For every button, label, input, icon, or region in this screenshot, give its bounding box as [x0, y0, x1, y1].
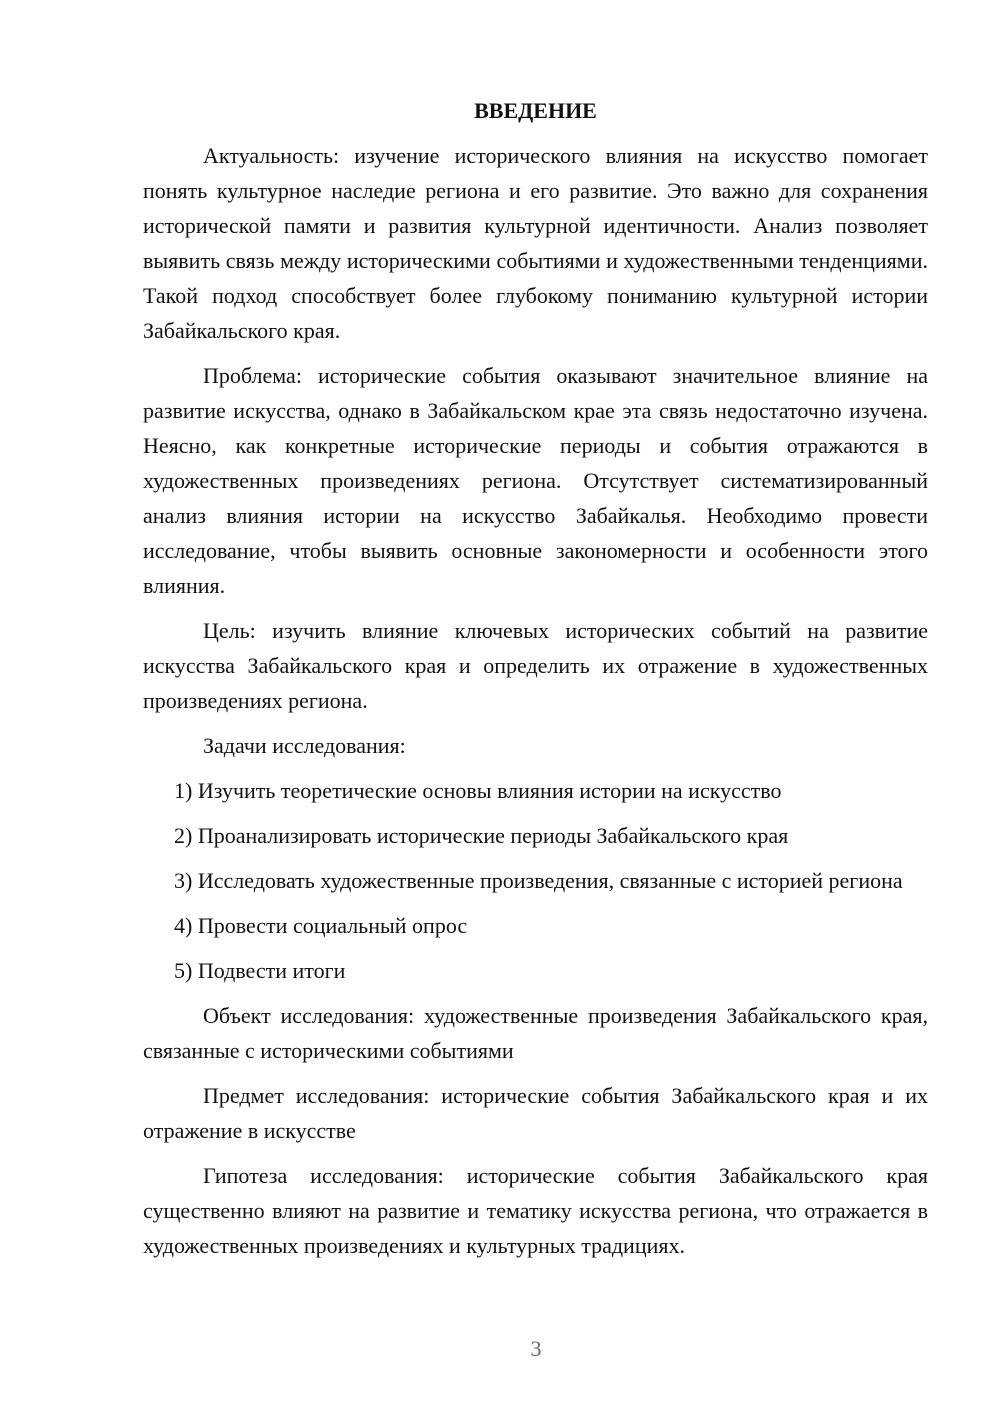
paragraph-subject: Предмет исследования: исторические события Забайкальского края и их отражение в искусстве	[143, 1083, 928, 1143]
task-item-2: 2) Проанализировать исторические периоды Забайкальского края	[174, 823, 789, 848]
paragraph-object: Объект исследования: художественные произведения Забайкальского края, связанные с историческими событиями	[143, 1003, 928, 1063]
page-content	[143, 95, 928, 1273]
tasks-heading: Задачи исследования:	[203, 733, 406, 758]
paragraph-hypothesis: Гипотеза исследования: исторические события Забайкальского края существенно влияют на развитие и тематику искусства региона, что отражается в художественных произведениях и культурных традициях.	[143, 1163, 928, 1258]
page-number: 3	[530, 1336, 542, 1361]
task-item-3: 3) Исследовать художественные произведения, связанные с историей региона	[174, 868, 903, 893]
section-title: ВВЕДЕНИЕ	[474, 98, 597, 123]
paragraph-goal: Цель: изучить влияние ключевых исторических событий на развитие искусства Забайкальского края и определить их отражение в художественных произведениях региона.	[143, 618, 928, 713]
task-item-5: 5) Подвести итоги	[174, 958, 346, 983]
paragraph-problem: Проблема: исторические события оказывают значительное влияние на развитие искусства, однако в Забайкальском крае эта связь недостаточно изучена. Неясно, как конкретные исторические периоды и события отражаются в художественных произведениях региона. Отсутствует систематизированный анализ влияния истории на искусство Забайкалья. Необходимо провести исследование, чтобы выявить основные закономерности и особенности этого влияния.	[143, 363, 928, 598]
task-item-4: 4) Провести социальный опрос	[174, 913, 468, 938]
paragraph-relevance: Актуальность: изучение исторического влияния на искусство помогает понять культурное наследие региона и его развитие. Это важно для сохранения исторической памяти и развития культурной идентичности. Анализ позволяет выявить связь между историческими событиями и художественными тенденциями. Такой подход способствует более глубокому пониманию культурной истории Забайкальского края.	[143, 143, 928, 343]
task-item-1: 1) Изучить теоретические основы влияния истории на искусство	[174, 778, 782, 803]
